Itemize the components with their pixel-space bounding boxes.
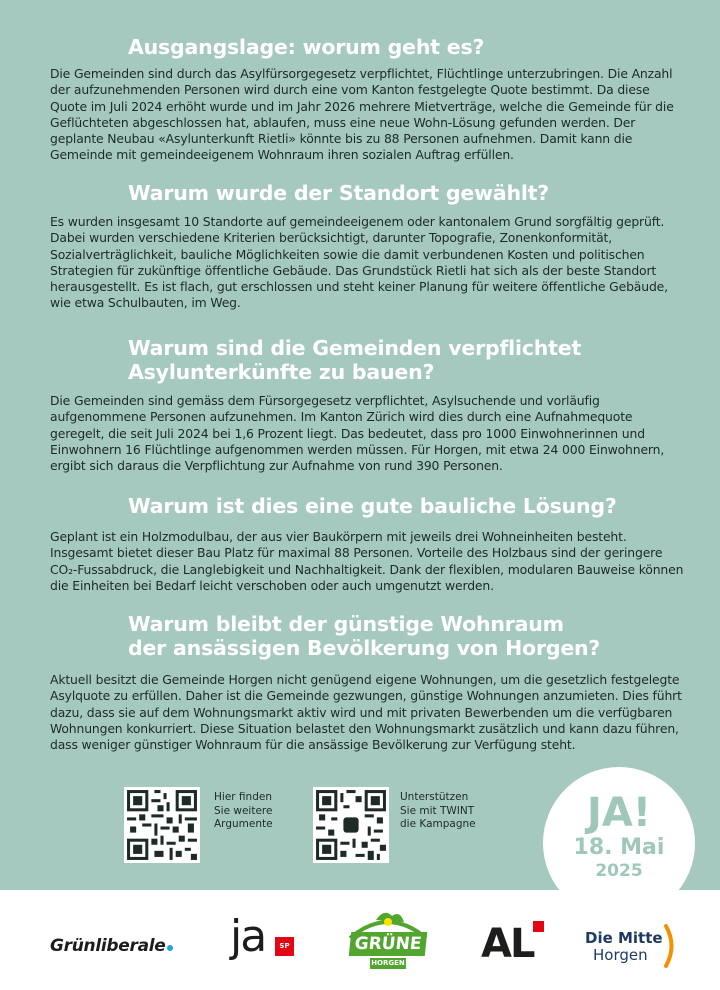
logo-ja-text: ja <box>230 911 266 962</box>
heading-verpflichtet-line2: Asylunterkünfte zu bauen? <box>128 360 435 384</box>
qr-code-argumente[interactable] <box>124 787 200 863</box>
vote-date-badge <box>543 767 695 919</box>
logo-die-mitte <box>585 930 680 964</box>
heading-wohnraum-line1: Warum bleibt der günstige Wohnraum <box>128 612 564 636</box>
qr-caption-argumente-line1: Hier finden <box>214 791 272 803</box>
logo-al-text: AL <box>481 921 534 967</box>
heading-wohnraum-line2: der ansässigen Bevölkerung von Horgen? <box>128 636 601 660</box>
heading-standort: Warum wurde der Standort gewählt? <box>128 181 549 205</box>
heading-ausgangslage: Ausgangslage: worum geht es? <box>128 35 485 59</box>
paragraph-standort: Es wurden insgesamt 10 Standorte auf gemeindeeigenem oder kantonalem Grund sorgfältig geprüft. Dabei wurden verschiedene Kriterien berücksichtigt, darunter Topografie, Zonenkonformität, Sozialverträglichkeit, bauliche Möglichkeiten sowie die damit verbundenen Kosten und politischen Strategien für zukünftige öffentliche Gebäude. Das Grundstück Rietli hat sich als der beste Standort herausgestellt. Es ist flach, gut erschlossen und steht keiner Planung für weitere öffentliche Gebäude, wie etwa Schulbauten, im Weg. <box>50 214 668 311</box>
qr-caption-argumente-line3: Argumente <box>214 818 273 830</box>
paragraph-wohnraum: Aktuell besitzt die Gemeinde Horgen nicht genügend eigene Wohnungen, um die gesetzlich festgelegte Asylquote zu erfüllen. Daher ist die Gemeinde gezwungen, günstige Wohnungen anzumieten. Dies führt dazu, dass sie auf dem Wohnungsmarkt aktiv wird und mit privaten Bewerbenden um die verfügbaren Wohnungen konkurriert. Diese Situation belastet den Wohnungsmarkt zusätzlich und kann dazu führen, dass weniger günstiger Wohnraum für die ansässige Bevölkerung zur Verfügung steht. <box>50 672 682 753</box>
heading-wohnraum <box>128 612 600 660</box>
logo-al <box>481 921 534 967</box>
paragraph-ausgangslage: Die Gemeinden sind durch das Asylfürsorgegesetz verpflichtet, Flüchtlinge unterzubringen. Die Anzahl der aufzunehmenden Personen wird durch eine vom Kanton festgelegte Quote bestimmt. Da diese Quote im Juli 2024 erhöht wurde und im Jahr 2026 mehrere Mietverträge, welche die Gemeinde für die Geflüchteten abgeschlossen hat, ablaufen, muss eine neue Wohn-Lösung gefunden werden. Der geplante Neubau «Asylunterkunft Rietli» könnte bis zu 88 Personen aufnehmen. Damit kann die Gemeinde mit gemeindeeigenem Wohnraum ihren sozialen Auftrag erfüllen. <box>50 66 674 163</box>
logo-gruene-horgen <box>340 906 436 976</box>
qr-code-twint[interactable] <box>313 787 389 863</box>
qr-caption-twint <box>400 791 476 832</box>
heading-verpflichtet-line1: Warum sind die Gemeinden verpflichtet <box>128 336 582 360</box>
heading-verpflichtet <box>128 336 581 384</box>
qr-code-twint-icon <box>313 787 389 863</box>
logo-gruenliberale-text: Grünliberale <box>50 936 166 956</box>
badge-year: 2025 <box>595 861 643 881</box>
logo-gruene-text: GRÜNE <box>349 932 428 956</box>
logo-gruenliberale <box>50 936 173 956</box>
logo-mitte-line1: Die Mitte <box>585 929 663 947</box>
paragraph-verpflichtet: Die Gemeinden sind gemäss dem Fürsorgegesetz verpflichtet, Asylsuchende und vorläufig aufgenommene Personen aufzunehmen. Im Kanton Zürich wird dies durch eine Aufnahmequote geregelt, die seit Juli 2024 bei 1,6 Prozent liegt. Das bedeutet, dass pro 1000 Einwohnerinnen und Einwohnern 16 Flüchtlinge aufgenommen werden müssen. Für Horgen, mit etwa 24 000 Einwohnern, ergibt sich daraus die Verpflichtung zur Aufnahme von rund 390 Personen. <box>50 393 665 474</box>
logo-junge-sp <box>230 911 290 962</box>
logo-sp-badge: SP <box>275 937 294 956</box>
qr-caption-twint-line3: die Kampagne <box>400 818 476 830</box>
qr-caption-argumente-line2: Sie weitere <box>214 804 273 817</box>
logo-mitte-line2: Horgen <box>593 946 648 964</box>
logo-gruenliberale-dot-icon <box>167 945 173 951</box>
qr-caption-twint-line2: Sie mit TWINT <box>400 804 475 817</box>
heading-bauliche-loesung: Warum ist dies eine gute bauliche Lösung? <box>128 494 617 518</box>
paragraph-bauliche-loesung: Geplant ist ein Holzmodulbau, der aus vier Baukörpern mit jeweils drei Wohneinheiten besteht. Insgesamt bietet dieser Bau Platz für maximal 88 Personen. Vorteile des Holzbaus sind der geringere CO₂-Fussabdruck, die Langlebigkeit und Nachhaltigkeit. Dank der flexiblen, modularen Bauweise können die Einheiten bei Bedarf leicht verschoben oder auch umgenutzt werden. <box>50 529 684 593</box>
mitte-arc-icon <box>663 924 679 968</box>
qr-caption-twint-line1: Unterstützen <box>400 791 469 803</box>
badge-ja: JA! <box>586 790 652 836</box>
badge-date: 18. Mai <box>573 835 665 860</box>
qr-code-argumente-icon <box>124 787 200 863</box>
logo-al-red-square-icon <box>533 921 544 932</box>
logo-gruene-sub: HORGEN <box>371 959 405 967</box>
qr-caption-argumente <box>214 791 273 832</box>
